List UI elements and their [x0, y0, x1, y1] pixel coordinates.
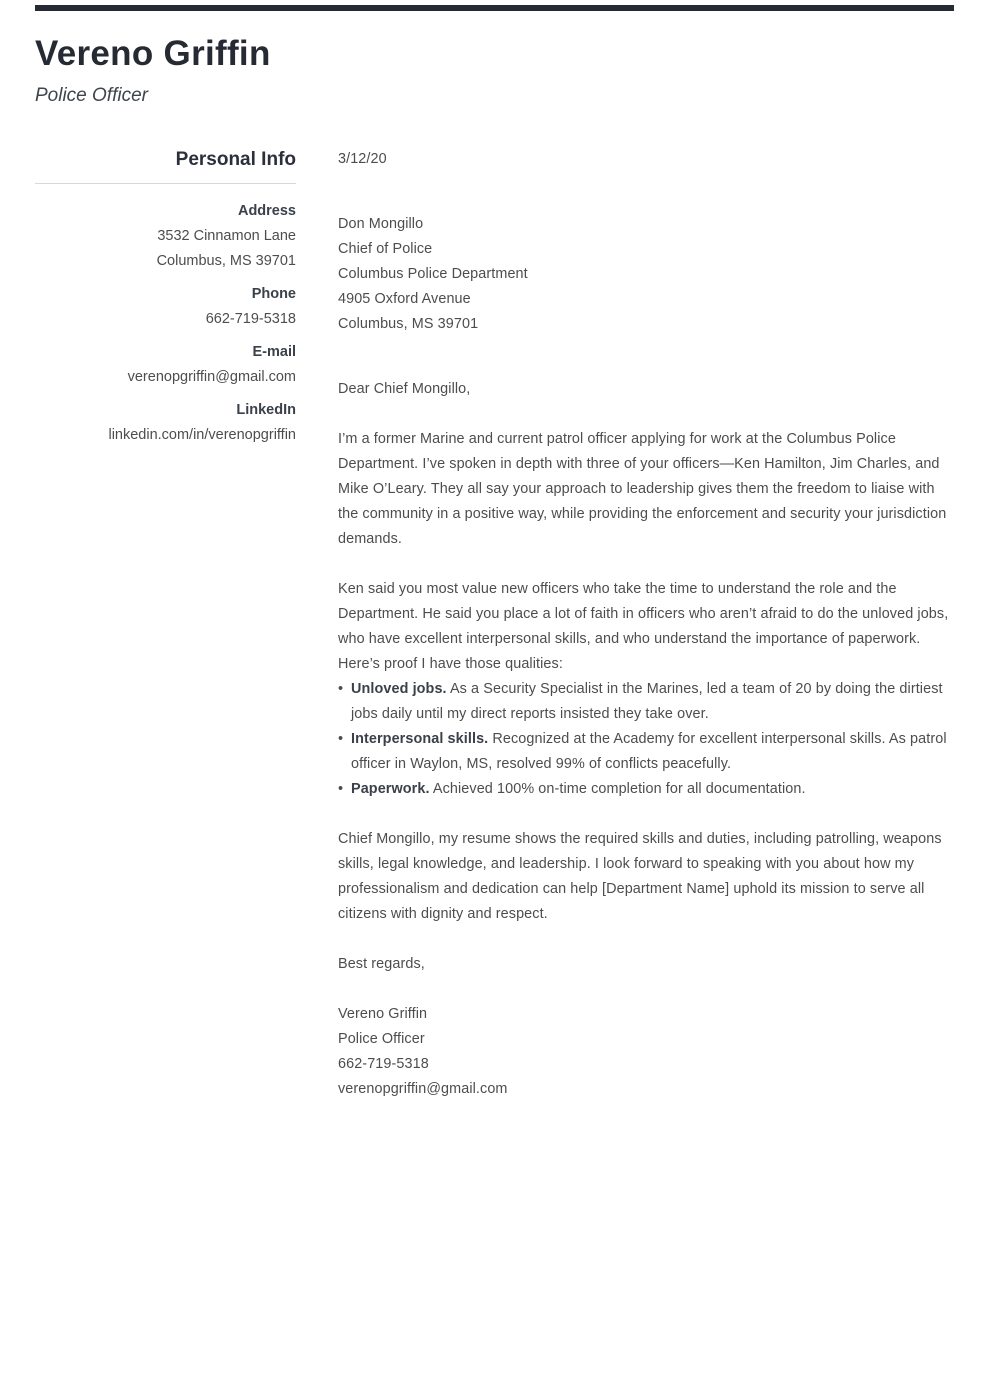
bullet-lead: Paperwork.: [351, 781, 430, 797]
bullet-text: Recognized at the Academy for excellent interpersonal skills. As patrol officer in Waylon, MS, resolved 99% of conflicts peacefully.: [351, 731, 947, 772]
bullet-lead: Unloved jobs.: [351, 681, 447, 697]
signature-block: [338, 1002, 955, 1102]
address-line: Columbus, MS 39701: [156, 253, 296, 269]
recipient-line: Chief of Police: [338, 241, 433, 257]
bullet-item: [338, 727, 955, 777]
paragraph-closing: Chief Mongillo, my resume shows the required skills and duties, including patrolling, weapons skills, legal knowledge, and leadership. I look forward to speaking with you about how my professionalism and dedication can help [Department Name] uphold its mission to serve all citizens with dignity and respect.: [338, 831, 942, 922]
paragraph-qualities: Ken said you most value new officers who take the time to understand the role and the Department. He said you place a lot of faith in officers who aren’t afraid to do the unloved jobs, who have excellent interpersonal skills, and who understand the importance of paperwork. Here’s proof I have those qualities:: [338, 581, 949, 672]
linkedin-label: LinkedIn: [236, 402, 296, 418]
signature-line: Vereno Griffin: [338, 1006, 428, 1022]
qualities-bullet-list: [338, 677, 955, 802]
sidebar-group-email: [35, 340, 296, 390]
address-label: Address: [237, 203, 296, 219]
content-columns: [35, 147, 955, 1102]
recipient-line: Columbus Police Department: [338, 266, 528, 282]
signature-line: 662-719-5318: [338, 1056, 429, 1072]
signoff: Best regards,: [338, 956, 425, 972]
recipient-line: Don Mongillo: [338, 216, 424, 232]
salutation: Dear Chief Mongillo,: [338, 381, 471, 397]
sidebar-group-linkedin: [35, 398, 296, 448]
bullet-dot: •: [338, 781, 344, 797]
letter-header: [35, 33, 735, 108]
personal-info-heading: Personal Info: [175, 149, 296, 170]
recipient-line: Columbus, MS 39701: [338, 316, 479, 332]
address-line: 3532 Cinnamon Lane: [157, 228, 296, 244]
email-label: E-mail: [252, 344, 296, 360]
signature-line: verenopgriffin@gmail.com: [338, 1081, 508, 1097]
sidebar-group-phone: [35, 282, 296, 332]
personal-info-sidebar: [35, 147, 296, 1102]
applicant-job-title: Police Officer: [35, 85, 148, 106]
applicant-name: Vereno Griffin: [35, 34, 271, 73]
bullet-dot: •: [338, 681, 344, 697]
bullet-text: Achieved 100% on-time completion for all documentation.: [432, 781, 806, 797]
phone-label: Phone: [251, 286, 296, 302]
sidebar-divider: [35, 183, 296, 184]
bullet-text: As a Security Specialist in the Marines, led a team of 20 by doing the dirtiest jobs daily until my direct reports insisted they take over.: [351, 681, 943, 722]
email-value: verenopgriffin@gmail.com: [127, 369, 296, 385]
linkedin-value: linkedin.com/in/verenopgriffin: [108, 427, 296, 443]
bullet-item: [338, 677, 955, 727]
recipient-block: [338, 212, 955, 337]
top-accent-bar: [35, 5, 954, 11]
bullet-item: [338, 777, 955, 802]
bullet-lead: Interpersonal skills.: [351, 731, 489, 747]
signature-line: Police Officer: [338, 1031, 425, 1047]
sidebar-group-address: [35, 199, 296, 274]
phone-value: 662-719-5318: [205, 311, 296, 327]
letter-body: [338, 147, 955, 1102]
sidebar-groups: [35, 199, 296, 448]
bullet-dot: •: [338, 731, 344, 747]
recipient-line: 4905 Oxford Avenue: [338, 291, 471, 307]
letter-date: 3/12/20: [338, 151, 387, 167]
paragraph-intro: I’m a former Marine and current patrol officer applying for work at the Columbus Police Department. I’ve spoken in depth with three of your officers—Ken Hamilton, Jim Charles, and Mike O’Leary. They all say your approach to leadership gives them the freedom to liaise with the community in a positive way, while providing the enforcement and security your jurisdiction demands.: [338, 431, 947, 547]
